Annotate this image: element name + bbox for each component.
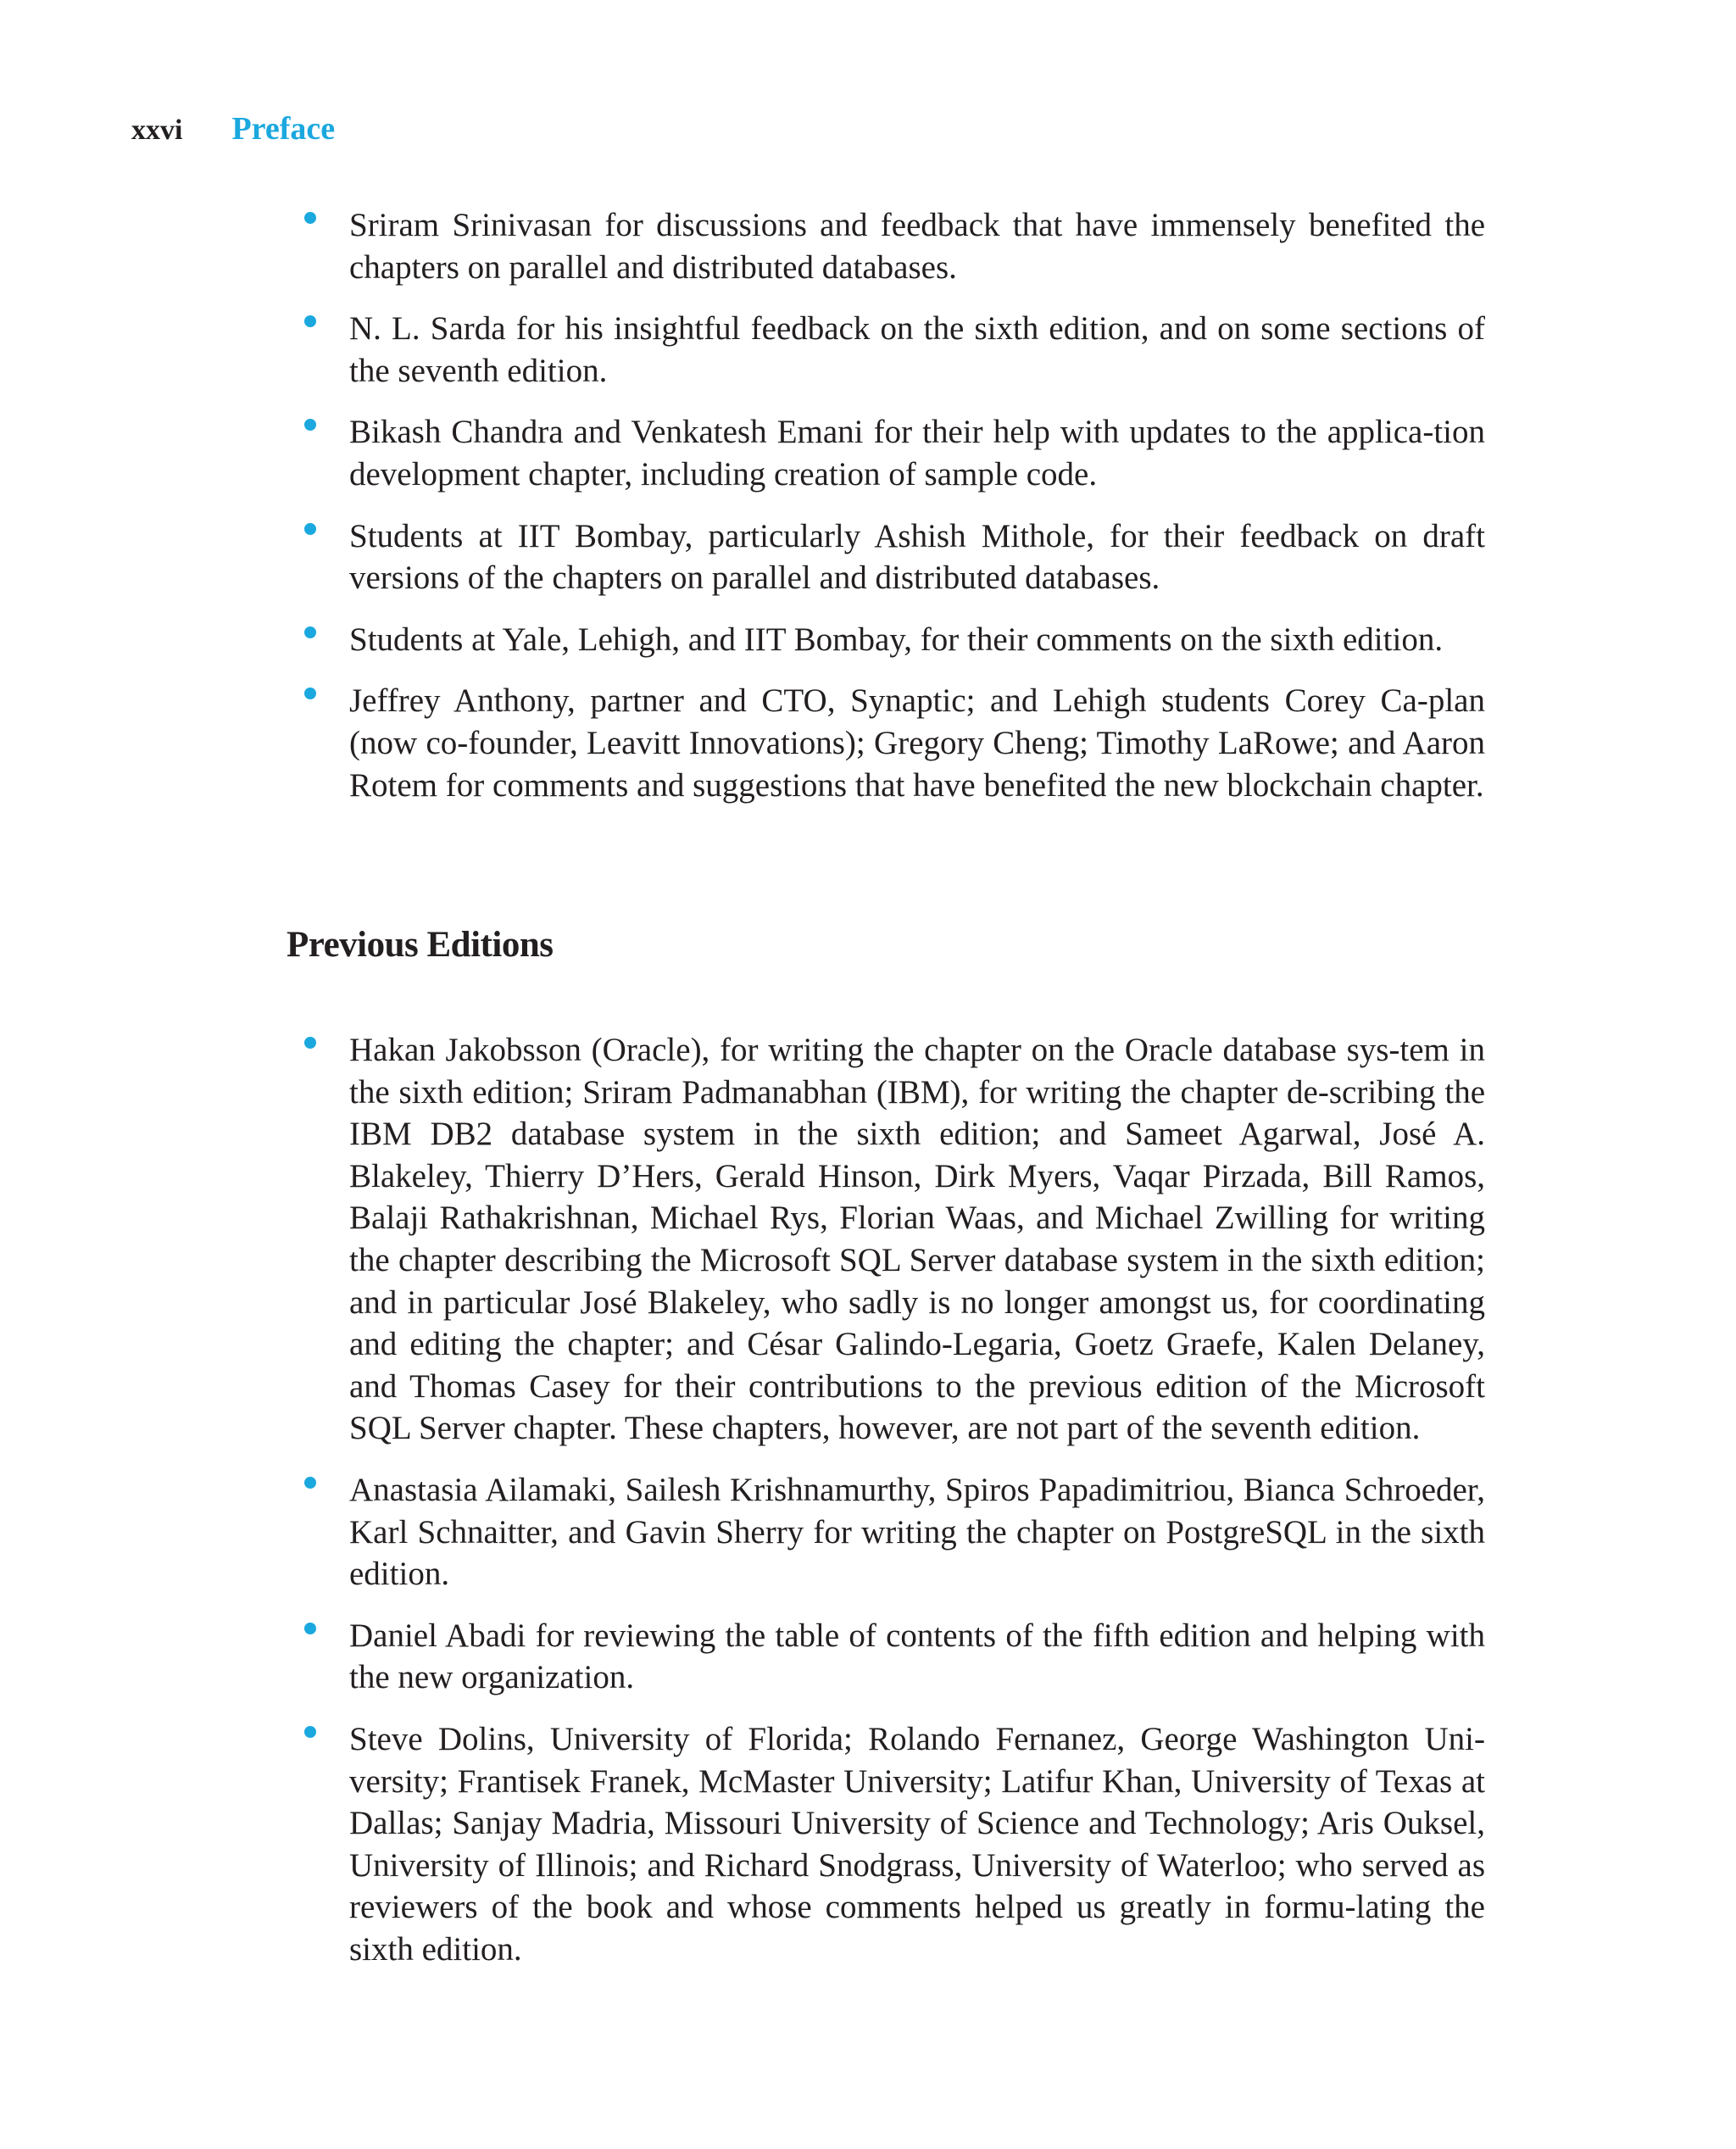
list-item bbox=[349, 619, 1485, 661]
list-item bbox=[349, 204, 1485, 288]
list-item bbox=[349, 515, 1485, 599]
bullet-icon bbox=[304, 688, 316, 699]
page-number: xxvi bbox=[131, 114, 183, 146]
bullet-icon bbox=[304, 1726, 316, 1738]
list-item-text: Daniel Abadi for reviewing the table of contents of the fifth edition and helping with the new organization. bbox=[349, 1617, 1485, 1696]
section-heading-previous-editions: Previous Editions bbox=[287, 925, 554, 965]
list-item-text: Students at IIT Bombay, particularly Ashish Mithole, for their feedback on draft versions of the chapters on parallel and distributed databases. bbox=[349, 517, 1485, 597]
list-item-text: Anastasia Ailamaki, Sailesh Krishnamurthy, Spiros Papadimitriou, Bianca Schroeder, Karl Schnaitter, and Gavin Sherry for writing the chapter on PostgreSQL in the sixth edition. bbox=[349, 1471, 1485, 1593]
running-head bbox=[131, 110, 335, 153]
bullet-icon bbox=[304, 523, 316, 535]
bullet-icon bbox=[304, 1037, 316, 1049]
list-item-text: Steve Dolins, University of Florida; Rolando Fernanez, George Washington Uni-versity; Frantisek Franek, McMaster University; Latifur Khan, University of Texas at Dallas; Sanjay Madria, Missouri University of Science and Technology; Aris Ouksel, University of Illinois; and Richard Snodgrass, University of Waterloo; who served as reviewers of the book and whose comments helped us greatly in formu-lating the sixth edition. bbox=[349, 1720, 1485, 1968]
list-item-text: Bikash Chandra and Venkatesh Emani for their help with updates to the applica-tion development chapter, including creation of sample code. bbox=[349, 414, 1485, 493]
acknowledgments-list bbox=[349, 204, 1485, 806]
list-item-text: Sriram Srinivasan for discussions and feedback that have immensely benefited the chapters on parallel and distributed databases. bbox=[349, 207, 1485, 286]
bullet-icon bbox=[304, 1477, 316, 1489]
list-item-text: Students at Yale, Lehigh, and IIT Bombay, for their comments on the sixth edition. bbox=[349, 621, 1444, 658]
list-item-text: Jeffrey Anthony, partner and CTO, Synaptic; and Lehigh students Corey Ca-plan (now co-founder, Leavitt Innovations); Gregory Cheng; Timothy LaRowe; and Aaron Rotem for comments and suggestions that have benefited the new blockchain chapter. bbox=[349, 682, 1485, 804]
bullet-icon bbox=[304, 1623, 316, 1634]
bullet-icon bbox=[304, 315, 316, 327]
running-head-section: Preface bbox=[231, 111, 336, 147]
list-item bbox=[349, 1469, 1485, 1595]
list-item-text: Hakan Jakobsson (Oracle), for writing the chapter on the Oracle database sys-tem in the sixth edition; Sriram Padmanabhan (IBM), for writing the chapter de-scribing the IBM DB2 database system in the sixth edition; and Sameet Agarwal, José A. Blakeley, Thierry D’Hers, Gerald Hinson, Dirk Myers, Vaqar Pirzada, Bill Ramos, Balaji Rathakrishnan, Michael Rys, Florian Waas, and Michael Zwilling for writing the chapter describing the Microsoft SQL Server database system in the sixth edition; and in particular José Blakeley, who sadly is no longer amongst us, for coordinating and editing the chapter; and César Galindo-Legaria, Goetz Graefe, Kalen Delaney, and Thomas Casey for their contributions to the previous edition of the Microsoft SQL Server chapter. These chapters, however, are not part of the seventh edition. bbox=[349, 1032, 1485, 1447]
list-item bbox=[349, 1029, 1485, 1450]
bullet-icon bbox=[304, 212, 316, 224]
list-item bbox=[349, 308, 1485, 392]
previous-editions-list bbox=[349, 1029, 1485, 1970]
bullet-icon bbox=[304, 419, 316, 431]
list-item bbox=[349, 1615, 1485, 1699]
list-item-text: N. L. Sarda for his insightful feedback on the sixth edition, and on some sections of the seventh edition. bbox=[349, 310, 1485, 389]
list-item bbox=[349, 680, 1485, 806]
list-item bbox=[349, 411, 1485, 495]
bullet-icon bbox=[304, 626, 316, 638]
list-item bbox=[349, 1718, 1485, 1971]
